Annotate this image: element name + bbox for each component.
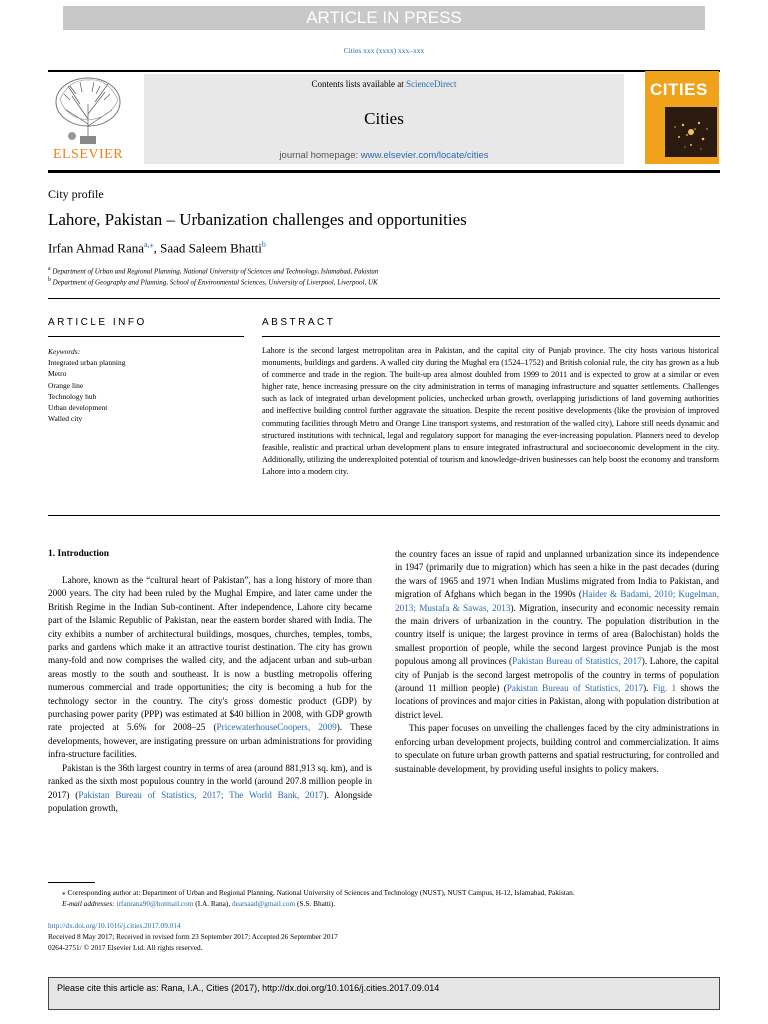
citation-link[interactable]: Pakistan Bureau of Statistics, 2017; The World Bank, 2017 xyxy=(78,789,324,800)
publisher-name: ELSEVIER xyxy=(52,147,124,162)
keyword: Urban development xyxy=(48,403,108,413)
author-separator: , xyxy=(153,240,161,256)
corresponding-author-note: ⁎ Corresponding author at: Department of Urban and Regional Planning, National University of Sciences and Technology (NUST), NUST Campus, H-12, Islamabad, Pakistan. xyxy=(62,888,575,897)
journal-reference[interactable]: Cities xxx (xxxx) xxx–xxx xyxy=(343,46,425,55)
paragraph: This paper focuses on unveiling the challenges faced by the city administrations in enforcing urban development projects, building control and commercialization. It aims to speculate on future urban growth patterns and spatial restructuring, for controlled and sustainable development, by providing useful insights to policy makers. xyxy=(395,723,719,774)
keyword: Walled city xyxy=(48,414,83,424)
abstract-text: Lahore is the second largest metropolitan area in Pakistan, and the capital city of Punjab province. The city hosts various historical monuments, buildings and gardens. A walled city during the Mughal era (1524–1752) and British colonial rule, the city has grown as a hub of commerce and trade in the region. The built-up area almost doubled from 1999 to 2011 and is expected to grow at a similar or even higher rate, hence increasing pressure on the city administration in terms of managing infrastructure and squatter settlements. Challenges such as lack of integrated urban development policies, unchecked urban growth, overlapping jurisdictions of land governing authorities and ineffective building control further aggravate the situation. Despite the recent positive developments (like the provision of improved commuting facilities through Metro and Orange Line transport systems, and restoration of the walled city), Lahore still needs dynamic and structured institutions with technical, legal and regulatory support for managing the ever-increasing population. Planners need to develop feasible, realistic and practical urban development plans to ensure integrated infrastructural and socioeconomic development in the city. Additionally, utilizing the underexploited potential of tourism and knowledge-driven businesses can help boost the economy and transform Lahore into a modern city. xyxy=(262,346,719,476)
keyword: Technology hub xyxy=(48,391,97,401)
body-column-left xyxy=(48,574,372,815)
footnote-rule xyxy=(48,882,95,883)
article-info-heading: ARTICLE INFO xyxy=(48,317,147,328)
affiliation-text: Department of Geography and Planning, School of Environmental Sciences, University of Liverpool, Liverpool, UK xyxy=(50,278,378,287)
citation-link[interactable]: Pakistan Bureau of Statistics, 2017 xyxy=(506,683,644,694)
article-in-press-banner: ARTICLE IN PRESS xyxy=(63,6,705,30)
divider xyxy=(48,298,720,299)
keywords-block xyxy=(48,346,125,424)
keywords-label: Keywords: xyxy=(48,347,81,356)
author-name[interactable]: Irfan Ahmad Rana xyxy=(48,240,145,256)
affiliation-a xyxy=(48,266,378,275)
email-addresses: E-mail addresses: irfanrana90@hotmail.com (I.A. Rana), dearsaad@gmail.com (S.S. Bhatti). xyxy=(62,899,336,908)
affiliation-mark: b xyxy=(48,277,51,283)
author-name[interactable]: Saad Saleem Bhatti xyxy=(160,240,262,256)
paragraph: Pakistan is the 36th largest country in terms of area (around 881,913 sq. km), and is ranked as the sixth most populous country in the world (around 207.8 million people in 2017) (Pakistan Bureau of Statistics, 2017; The World Bank, 2017). Alongside population growth, xyxy=(48,762,372,813)
keyword: Metro xyxy=(48,369,67,379)
author-list xyxy=(48,240,266,256)
email-link[interactable]: irfanrana90@hotmail.com xyxy=(116,899,194,908)
citation-link[interactable]: PricewaterhouseCoopers, 2009 xyxy=(216,722,337,733)
elsevier-logo[interactable] xyxy=(48,74,130,164)
paragraph: the country faces an issue of rapid and unplanned urbanization since its independence in 1947 (primarily due to migration) which has seen a hike in the past decades (during the wars of 1965 and 1971 when Indian Muslims migrated from India to Pakistan, and migration of Afghans which began in the 1990s (Haider & Badami, 2010; Kugelman, 2013; Mustafa & Sawas, 2013). Migration, insecurity and economic necessity remain the main drivers of urbanization in the country. The population distribution in the country itself is unique; the largest province in terms of area (Balochistan) holds the smallest proportion of people, while the second largest province Punjab is the most populous among all provinces (Pakistan Bureau of Statistics, 2017). Lahore, the capital city of Punjab is the second largest metropolis of the country in terms of population (around 11 million people) (Pakistan Bureau of Statistics, 2017). Fig. 1 shows the locations of provinces and major cities in Pakistan, along with population distribution at district level. xyxy=(395,549,720,720)
homepage-prefix: journal homepage: xyxy=(279,150,361,161)
keyword: Orange line xyxy=(48,380,84,390)
article-type: City profile xyxy=(48,187,104,201)
received-dates: Received 8 May 2017; Received in revised form 23 September 2017; Accepted 26 September 2017 xyxy=(48,932,338,941)
author-affiliation-mark[interactable]: b xyxy=(261,240,266,249)
email-link[interactable]: dearsaad@gmail.com xyxy=(231,899,296,908)
doi-link[interactable]: http://dx.doi.org/10.1016/j.cities.2017.09.014 xyxy=(48,921,181,930)
copyright: 0264-2751/ © 2017 Elsevier Ltd. All rights reserved. xyxy=(48,943,203,952)
keyword: Integrated urban planning xyxy=(48,358,126,368)
divider xyxy=(48,515,720,516)
journal-header-band xyxy=(144,74,624,164)
journal-title: Cities xyxy=(364,109,404,128)
header-bottom-rule xyxy=(48,170,720,173)
abstract-heading: ABSTRACT xyxy=(262,317,336,328)
body-column-right xyxy=(395,548,719,776)
affiliation-b xyxy=(48,277,378,286)
author-affiliation-mark[interactable]: a,⁎ xyxy=(144,240,154,249)
divider xyxy=(262,336,720,337)
affiliation-mark: a xyxy=(48,266,51,272)
elsevier-tree-icon xyxy=(50,74,126,146)
citation-link[interactable]: Haider & Badami, 2010; Kugelman, 2013; Mustafa & Sawas, 2013 xyxy=(395,589,719,613)
contents-line xyxy=(144,79,624,89)
header-top-rule xyxy=(48,70,720,72)
citation-box: Please cite this article as: Rana, I.A., Cities (2017), http://dx.doi.org/10.1016/j.cities.2017.09.014 xyxy=(48,977,720,1010)
paragraph: Lahore, known as the “cultural heart of Pakistan”, has a long history of more than 2000 years. The city had been ruled by the Mughal Empire, and later came under the British Regime in the Indian Sub-continent. After independence, Lahore city became part of the Islamic Republic of Pakistan, near the eastern border shared with India. The city exhibits a number of architectural buildings, mosques, churches, temples, tombs, parks and gardens which make it an attractive tourist destination. The city has grown many-fold and now comprises the walled city, and the adjacent urban and sub-urban areas mostly to the south and southeast. It is now a bustling metropolis offering numerous commercial and trade opportunities; the city is becoming a hub for the technology sector in the country. The city's gross domestic product (GDP) by purchasing power parity (PPP) was estimated at $40 billion in 2008, with GDP growth rate projected at 5.6% for 2008–25 (PricewaterhouseCoopers, 2009). These developments, however, are instigating pressure on urban administrations for providing infra-structure facilities. xyxy=(48,575,372,760)
sciencedirect-link[interactable]: ScienceDirect xyxy=(406,79,457,89)
article-title: Lahore, Pakistan – Urbanization challenges and opportunities xyxy=(48,210,467,229)
journal-homepage xyxy=(144,150,624,161)
figure-link[interactable]: Fig. 1 xyxy=(652,683,677,694)
cover-title: CITIES xyxy=(650,80,708,99)
citation-link[interactable]: Pakistan Bureau of Statistics, 2017 xyxy=(512,656,642,667)
journal-cover-thumbnail[interactable] xyxy=(645,71,719,164)
affiliation-text: Department of Urban and Regional Planning, National University of Sciences and Technology, Islamabad, Pakistan xyxy=(50,267,379,276)
cover-image xyxy=(665,107,717,157)
homepage-link[interactable]: www.elsevier.com/locate/cities xyxy=(360,150,489,161)
divider xyxy=(48,336,244,337)
contents-prefix: Contents lists available at xyxy=(311,79,406,89)
section-heading: 1. Introduction xyxy=(48,549,110,559)
